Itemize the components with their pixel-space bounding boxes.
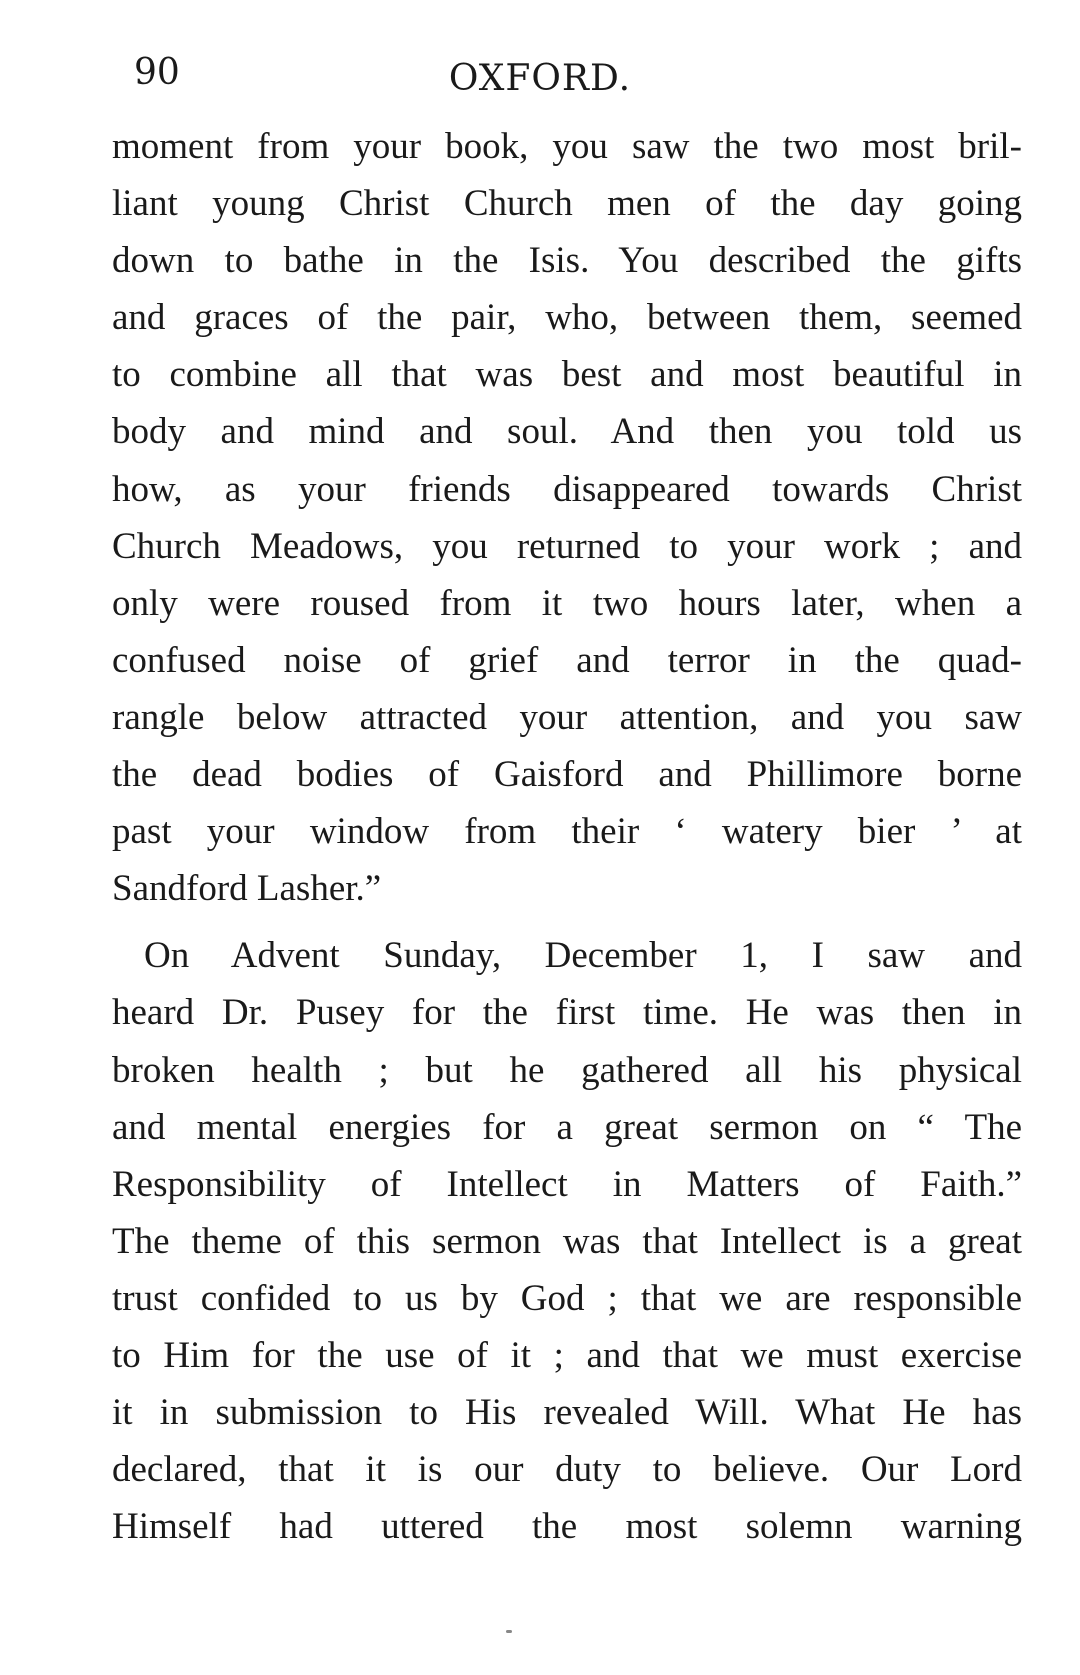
text-line: trust confided to us by God ; that we are responsible — [112, 1277, 1022, 1319]
paragraph-gap — [112, 917, 1022, 927]
text-line: heard Dr. Pusey for the first time. He was then in — [112, 992, 1022, 1034]
text-line: body and mind and soul. And then you told us — [112, 411, 1022, 453]
body-text — [112, 118, 1022, 1555]
text-line: to combine all that was best and most beautiful in — [112, 354, 1022, 396]
paragraph-1 — [112, 118, 1022, 917]
text-line: Himself had uttered the most solemn warning — [112, 1506, 1022, 1548]
text-line: only were roused from it two hours later, when a — [112, 582, 1022, 624]
text-line: the dead bodies of Gaisford and Phillimore borne — [112, 754, 1022, 796]
text-line: and mental energies for a great sermon on “ The — [112, 1106, 1022, 1148]
print-speck — [506, 1630, 512, 1633]
text-line: On Advent Sunday, December 1, I saw and — [144, 935, 1022, 977]
text-line: Sandford Lasher.” — [112, 868, 382, 910]
text-line: moment from your book, you saw the two most bril- — [112, 126, 1022, 167]
text-line: to Him for the use of it ; and that we must exercise — [112, 1334, 1022, 1376]
text-line: and graces of the pair, who, between them, seemed — [112, 297, 1022, 339]
text-line: declared, that it is our duty to believe. Our Lord — [112, 1449, 1022, 1491]
paragraph-2 — [112, 927, 1022, 1555]
text-line: past your window from their ‘ watery bier ’ at — [112, 811, 1022, 853]
text-line: confused noise of grief and terror in the quad- — [112, 639, 1022, 681]
text-line: liant young Christ Church men of the day going — [112, 183, 1022, 225]
page-number: 90 — [134, 52, 180, 93]
text-line: broken health ; but he gathered all his physical — [112, 1049, 1022, 1091]
text-line: The theme of this sermon was that Intellect is a great — [112, 1220, 1022, 1262]
page-header — [0, 48, 1080, 98]
text-line: Church Meadows, you returned to your work ; and — [112, 525, 1022, 567]
text-line: down to bathe in the Isis. You described the gifts — [112, 240, 1022, 282]
text-line: rangle below attracted your attention, and you saw — [112, 696, 1022, 738]
text-line: it in submission to His revealed Will. What He has — [112, 1392, 1022, 1434]
text-line: how, as your friends disappeared towards Christ — [112, 468, 1022, 510]
running-title: OXFORD. — [448, 58, 632, 99]
text-line: Responsibility of Intellect in Matters of Faith.” — [112, 1163, 1022, 1205]
